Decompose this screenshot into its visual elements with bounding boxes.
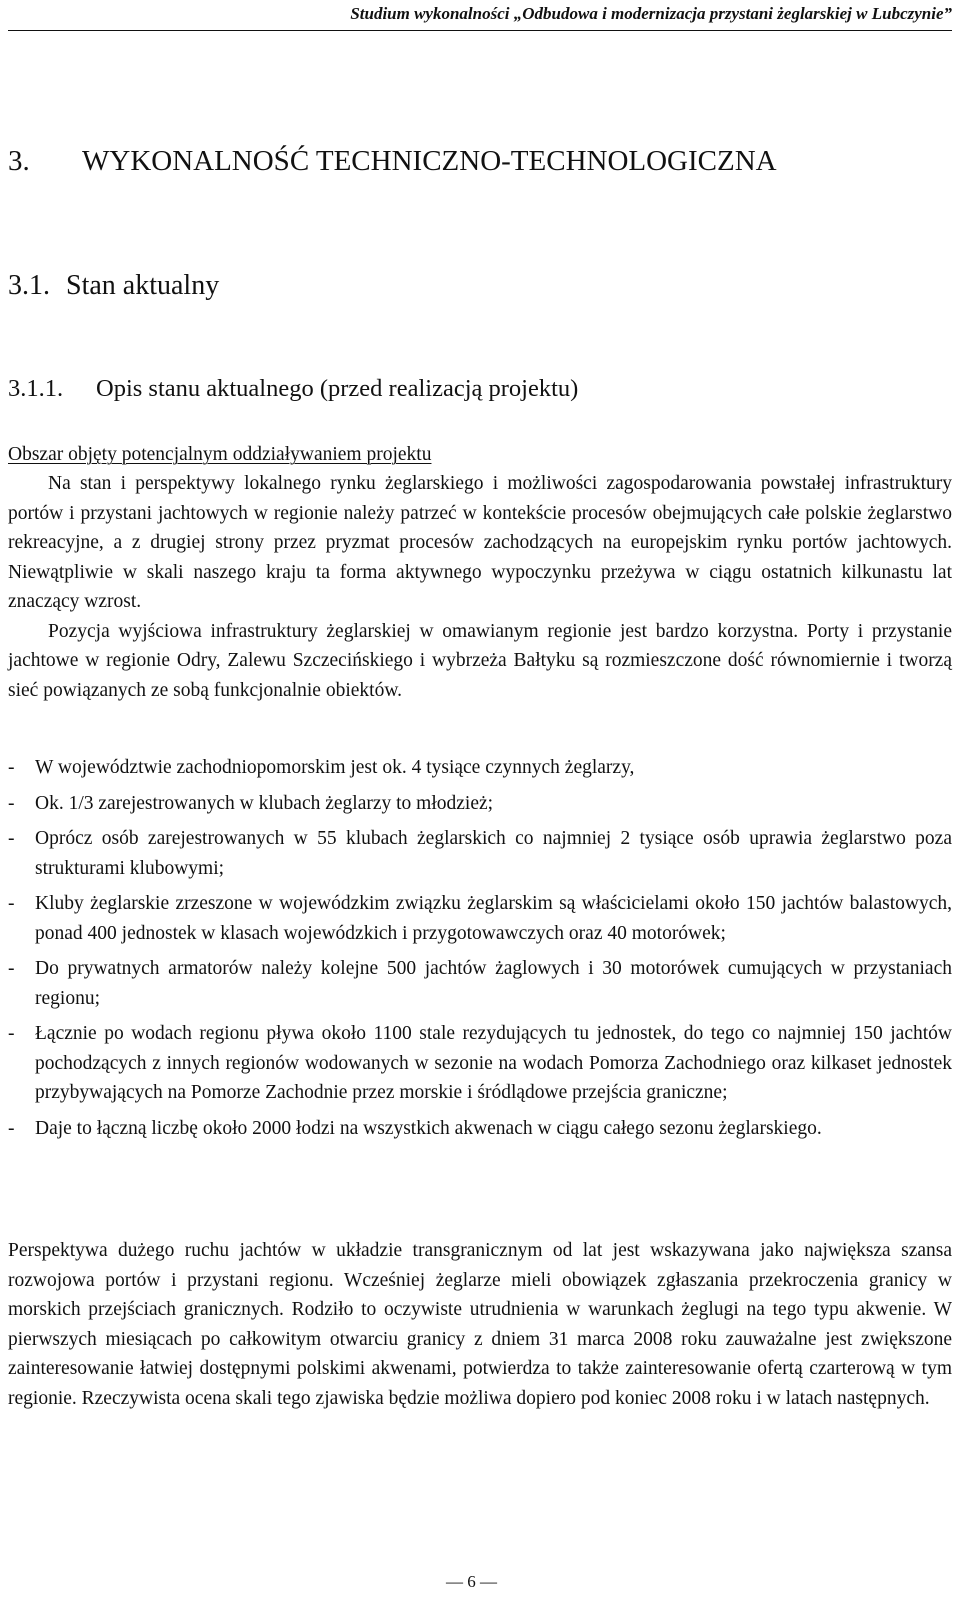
subsection-title: Opis stanu aktualnego (przed realizacją projektu) — [96, 375, 579, 402]
chapter-title: WYKONALNOŚĆ TECHNICZNO-TECHNOLOGICZNA — [82, 145, 777, 177]
list-item: - Ok. 1/3 zarejestrowanych w klubach żeglarzy to młodzież; — [8, 789, 952, 819]
list-bullet: - — [8, 958, 15, 979]
statistics-list — [8, 753, 952, 1143]
page-footer — [0, 1572, 960, 1592]
list-bullet: - — [8, 828, 15, 849]
paragraph: Pozycja wyjściowa infrastruktury żeglarskiej w omawianym regionie jest bardzo korzystna. Porty i przystanie jachtowe w regionie Odry, Zalewu Szczecińskiego i wybrzeża Bałtyku są rozmieszczone dość równomiernie i tworzą sieć powiązanych ze sobą funkcjonalnie obiektów. — [8, 620, 952, 701]
list-item: - Oprócz osób zarejestrowanych w 55 klubach żeglarskich co najmniej 2 tysiące osób uprawia żeglarstwo poza strukturami klubowymi; — [8, 824, 952, 883]
subsection-number: 3.1.1. — [8, 375, 64, 402]
section-title: Stan aktualny — [66, 270, 220, 301]
section-number: 3.1. — [8, 270, 50, 301]
list-item: - Daje to łączną liczbę około 2000 łodzi na wszystkich akwenach w ciągu całego sezonu żeglarskiego. — [8, 1114, 952, 1144]
page-number: — 6 — — [446, 1572, 497, 1591]
intro-paragraphs — [8, 469, 952, 705]
subsection-heading — [8, 375, 578, 403]
paragraph: Na stan i perspektywy lokalnego rynku żeglarskiego i możliwości zagospodarowania powstałej infrastruktury portów i przystani jachtowych w regionie należy patrzeć w kontekście procesów obejmujących całe polskie żeglarstwo rekreacyjne, a z drugiej strony przez pryzmat procesów zachodzących na europejskim rynku portów jachtowych. Niewątpliwie w skali naszego kraju ta forma aktywnego wypoczynku przeżywa w ciągu ostatnich kilkunastu lat znaczący wzrost. — [8, 473, 952, 612]
list-bullet: - — [8, 1023, 15, 1044]
list-bullet: - — [8, 893, 15, 914]
list-bullet: - — [8, 757, 15, 778]
section-heading — [8, 270, 219, 302]
subheading: Obszar objęty potencjalnym oddziaływaniem projektu — [8, 444, 432, 465]
list-item: - W województwie zachodniopomorskim jest ok. 4 tysiące czynnych żeglarzy, — [8, 753, 952, 783]
list-item: - Do prywatnych armatorów należy kolejne 500 jachtów żaglowych i 30 motorówek cumujących w przystaniach regionu; — [8, 954, 952, 1013]
list-item: - Łącznie po wodach regionu pływa około 1100 stale rezydujących tu jednostek, do tego co najmniej 150 jachtów pochodzących z innych regionów wodowanych w sezonie na wodach Pomorza Zachodniego oraz kilkaset jednostek przybywających na Pomorze Zachodnie przez morskie i śródlądowe przejścia graniczne; — [8, 1019, 952, 1108]
closing-paragraph: Perspektywa dużego ruchu jachtów w układzie transgranicznym od lat jest wskazywana jako największa szansa rozwojowa portów i przystani regionu. Wcześniej żeglarze mieli obowiązek zgłaszania przekroczenia granicy w morskich przejściach granicznych. Rodziło to oczywiste utrudnienia w warunkach żeglugi na tego typu akwenie. W pierwszych miesiącach po całkowitym otwarciu granicy z dniem 31 marca 2008 roku zauważalne jest zwiększone zainteresowanie łatwiej dostępnymi polskimi akwenami, potwierdza to także zainteresowanie ofertą czarterową w tym regionie. Rzeczywista ocena skali tego zjawiska będzie możliwa dopiero pod koniec 2008 roku i w latach następnych. — [8, 1240, 952, 1409]
list-item: - Kluby żeglarskie zrzeszone w wojewódzkim związku żeglarskim są właścicielami około 150 jachtów balastowych, ponad 400 jednostek w klasach wojewódzkich i przygotowawczych oraz 40 motorówek; — [8, 889, 952, 948]
running-header: Studium wykonalności „Odbudowa i modernizacja przystani żeglarskiej w Lubczynie” — [8, 4, 952, 31]
list-bullet: - — [8, 1117, 15, 1139]
chapter-number: 3. — [8, 145, 30, 177]
chapter-heading — [8, 145, 777, 178]
list-bullet: - — [8, 792, 15, 814]
